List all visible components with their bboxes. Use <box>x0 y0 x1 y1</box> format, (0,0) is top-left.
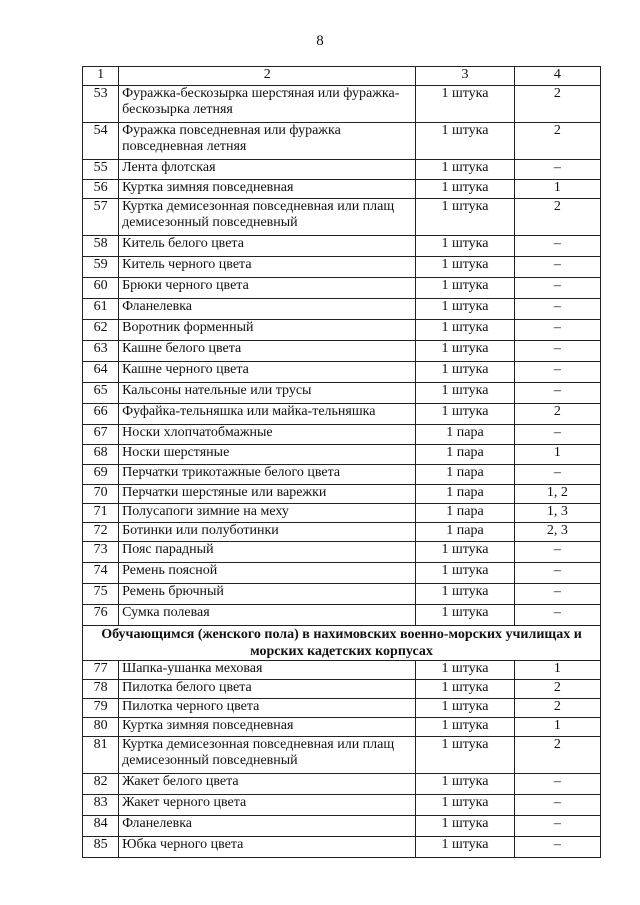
row-number: 74 <box>83 563 119 584</box>
table-row <box>83 257 601 278</box>
row-note: – <box>514 837 600 858</box>
row-note: – <box>514 362 600 383</box>
row-number: 58 <box>83 236 119 257</box>
row-quantity: 1 штука <box>416 86 514 123</box>
table-row <box>83 718 601 737</box>
row-note: – <box>514 257 600 278</box>
row-number: 60 <box>83 278 119 299</box>
uniform-items-table <box>82 66 601 858</box>
row-item-name: Ремень поясной <box>119 563 416 584</box>
header-col-2: 2 <box>119 67 416 86</box>
table-header-row <box>83 67 601 86</box>
row-number: 64 <box>83 362 119 383</box>
row-note: – <box>514 425 600 445</box>
table-row <box>83 341 601 362</box>
row-item-name: Пилотка черного цвета <box>119 699 416 718</box>
table-row <box>83 160 601 180</box>
row-item-name: Куртка зимняя повседневная <box>119 718 416 737</box>
row-number: 75 <box>83 584 119 605</box>
row-quantity: 1 штука <box>416 774 514 795</box>
table-row <box>83 123 601 160</box>
row-quantity: 1 штука <box>416 180 514 199</box>
header-col-3: 3 <box>416 67 514 86</box>
row-quantity: 1 штука <box>416 278 514 299</box>
table-row <box>83 86 601 123</box>
row-item-name: Китель белого цвета <box>119 236 416 257</box>
row-quantity: 1 штука <box>416 299 514 320</box>
row-quantity: 1 штука <box>416 661 514 680</box>
row-item-name: Куртка демисезонная повседневная или плащ демисезонный повседневный <box>119 737 416 774</box>
row-quantity: 1 штука <box>416 795 514 816</box>
table-row <box>83 816 601 837</box>
section-title: Обучающимся (женского пола) в нахимовских военно-морских училищах и морских кадетских корпусах <box>83 626 601 661</box>
row-quantity: 1 штука <box>416 123 514 160</box>
row-item-name: Ботинки или полуботинки <box>119 523 416 542</box>
row-number: 62 <box>83 320 119 341</box>
row-quantity: 1 штука <box>416 699 514 718</box>
row-item-name: Перчатки трикотажные белого цвета <box>119 465 416 485</box>
table-row <box>83 362 601 383</box>
row-item-name: Китель черного цвета <box>119 257 416 278</box>
section-header-row <box>83 626 601 661</box>
row-note: – <box>514 605 600 626</box>
row-quantity: 1 штука <box>416 542 514 563</box>
row-note: 2 <box>514 199 600 236</box>
row-item-name: Фуфайка-тельняшка или майка-тельняшка <box>119 404 416 425</box>
row-number: 83 <box>83 795 119 816</box>
row-item-name: Перчатки шерстяные или варежки <box>119 485 416 504</box>
row-item-name: Кальсоны нательные или трусы <box>119 383 416 404</box>
row-note: – <box>514 816 600 837</box>
table-row <box>83 737 601 774</box>
table-row <box>83 605 601 626</box>
row-note: – <box>514 563 600 584</box>
table-row <box>83 542 601 563</box>
table-row <box>83 445 601 465</box>
row-number: 69 <box>83 465 119 485</box>
row-number: 71 <box>83 504 119 523</box>
row-number: 72 <box>83 523 119 542</box>
table-row <box>83 320 601 341</box>
row-note: 2 <box>514 86 600 123</box>
row-item-name: Лента флотская <box>119 160 416 180</box>
row-note: 1, 2 <box>514 485 600 504</box>
table-row <box>83 563 601 584</box>
row-quantity: 1 штука <box>416 341 514 362</box>
row-number: 65 <box>83 383 119 404</box>
row-number: 84 <box>83 816 119 837</box>
row-number: 85 <box>83 837 119 858</box>
row-note: – <box>514 774 600 795</box>
row-number: 66 <box>83 404 119 425</box>
row-number: 68 <box>83 445 119 465</box>
row-note: – <box>514 584 600 605</box>
row-number: 78 <box>83 680 119 699</box>
row-number: 79 <box>83 699 119 718</box>
table-row <box>83 278 601 299</box>
table-body <box>83 67 601 858</box>
row-number: 73 <box>83 542 119 563</box>
row-number: 61 <box>83 299 119 320</box>
row-note: – <box>514 299 600 320</box>
row-quantity: 1 штука <box>416 563 514 584</box>
row-note: – <box>514 795 600 816</box>
row-quantity: 1 штука <box>416 737 514 774</box>
row-quantity: 1 штука <box>416 257 514 278</box>
row-quantity: 1 штука <box>416 837 514 858</box>
row-item-name: Жакет белого цвета <box>119 774 416 795</box>
table-row <box>83 383 601 404</box>
row-item-name: Брюки черного цвета <box>119 278 416 299</box>
row-note: – <box>514 278 600 299</box>
row-quantity: 1 штука <box>416 383 514 404</box>
row-note: 1 <box>514 445 600 465</box>
row-note: 2 <box>514 680 600 699</box>
row-item-name: Кашне белого цвета <box>119 341 416 362</box>
row-item-name: Полусапоги зимние на меху <box>119 504 416 523</box>
row-number: 81 <box>83 737 119 774</box>
row-item-name: Фланелевка <box>119 816 416 837</box>
table-row <box>83 199 601 236</box>
row-item-name: Фуражка повседневная или фуражка повседневная летняя <box>119 123 416 160</box>
table-row <box>83 425 601 445</box>
row-note: 2, 3 <box>514 523 600 542</box>
table-row <box>83 795 601 816</box>
table-row <box>83 523 601 542</box>
row-quantity: 1 пара <box>416 445 514 465</box>
row-note: – <box>514 160 600 180</box>
row-note: – <box>514 383 600 404</box>
row-note: – <box>514 341 600 362</box>
table-row <box>83 465 601 485</box>
row-number: 55 <box>83 160 119 180</box>
row-quantity: 1 пара <box>416 465 514 485</box>
row-note: 1 <box>514 718 600 737</box>
table-row <box>83 837 601 858</box>
row-quantity: 1 пара <box>416 425 514 445</box>
row-item-name: Куртка зимняя повседневная <box>119 180 416 199</box>
row-note: 2 <box>514 737 600 774</box>
row-quantity: 1 штука <box>416 404 514 425</box>
row-item-name: Куртка демисезонная повседневная или плащ демисезонный повседневный <box>119 199 416 236</box>
row-note: 2 <box>514 123 600 160</box>
table-row <box>83 180 601 199</box>
row-item-name: Сумка полевая <box>119 605 416 626</box>
row-quantity: 1 штука <box>416 584 514 605</box>
row-item-name: Жакет черного цвета <box>119 795 416 816</box>
row-number: 76 <box>83 605 119 626</box>
row-quantity: 1 штука <box>416 605 514 626</box>
row-note: 1, 3 <box>514 504 600 523</box>
table-row <box>83 680 601 699</box>
table-row <box>83 299 601 320</box>
row-note: 2 <box>514 699 600 718</box>
row-quantity: 1 штука <box>416 320 514 341</box>
table-row <box>83 774 601 795</box>
row-number: 63 <box>83 341 119 362</box>
row-quantity: 1 штука <box>416 236 514 257</box>
row-item-name: Юбка черного цвета <box>119 837 416 858</box>
table-row <box>83 504 601 523</box>
row-item-name: Кашне черного цвета <box>119 362 416 383</box>
row-item-name: Пилотка белого цвета <box>119 680 416 699</box>
row-quantity: 1 пара <box>416 523 514 542</box>
row-item-name: Воротник форменный <box>119 320 416 341</box>
row-item-name: Носки хлопчатобмажные <box>119 425 416 445</box>
row-quantity: 1 штука <box>416 362 514 383</box>
row-number: 54 <box>83 123 119 160</box>
row-note: 1 <box>514 180 600 199</box>
table-row <box>83 485 601 504</box>
row-number: 57 <box>83 199 119 236</box>
row-quantity: 1 штука <box>416 718 514 737</box>
row-number: 80 <box>83 718 119 737</box>
row-item-name: Фуражка-бескозырка шерстяная или фуражка-бескозырка летняя <box>119 86 416 123</box>
row-quantity: 1 штука <box>416 160 514 180</box>
row-number: 56 <box>83 180 119 199</box>
table-row <box>83 404 601 425</box>
row-number: 53 <box>83 86 119 123</box>
row-item-name: Ремень брючный <box>119 584 416 605</box>
row-number: 67 <box>83 425 119 445</box>
table-row <box>83 236 601 257</box>
row-number: 77 <box>83 661 119 680</box>
row-quantity: 1 штука <box>416 680 514 699</box>
table-row <box>83 699 601 718</box>
row-item-name: Фланелевка <box>119 299 416 320</box>
table-row <box>83 584 601 605</box>
row-note: – <box>514 465 600 485</box>
row-number: 70 <box>83 485 119 504</box>
row-item-name: Пояс парадный <box>119 542 416 563</box>
page-number: 8 <box>316 33 324 49</box>
row-quantity: 1 штука <box>416 199 514 236</box>
row-note: – <box>514 236 600 257</box>
row-item-name: Носки шерстяные <box>119 445 416 465</box>
row-note: 2 <box>514 404 600 425</box>
row-quantity: 1 штука <box>416 816 514 837</box>
row-note: – <box>514 542 600 563</box>
header-col-1: 1 <box>83 67 119 86</box>
row-note: – <box>514 320 600 341</box>
header-col-4: 4 <box>514 67 600 86</box>
row-number: 82 <box>83 774 119 795</box>
table-row <box>83 661 601 680</box>
row-quantity: 1 пара <box>416 485 514 504</box>
row-item-name: Шапка-ушанка меховая <box>119 661 416 680</box>
row-quantity: 1 пара <box>416 504 514 523</box>
row-number: 59 <box>83 257 119 278</box>
row-note: 1 <box>514 661 600 680</box>
